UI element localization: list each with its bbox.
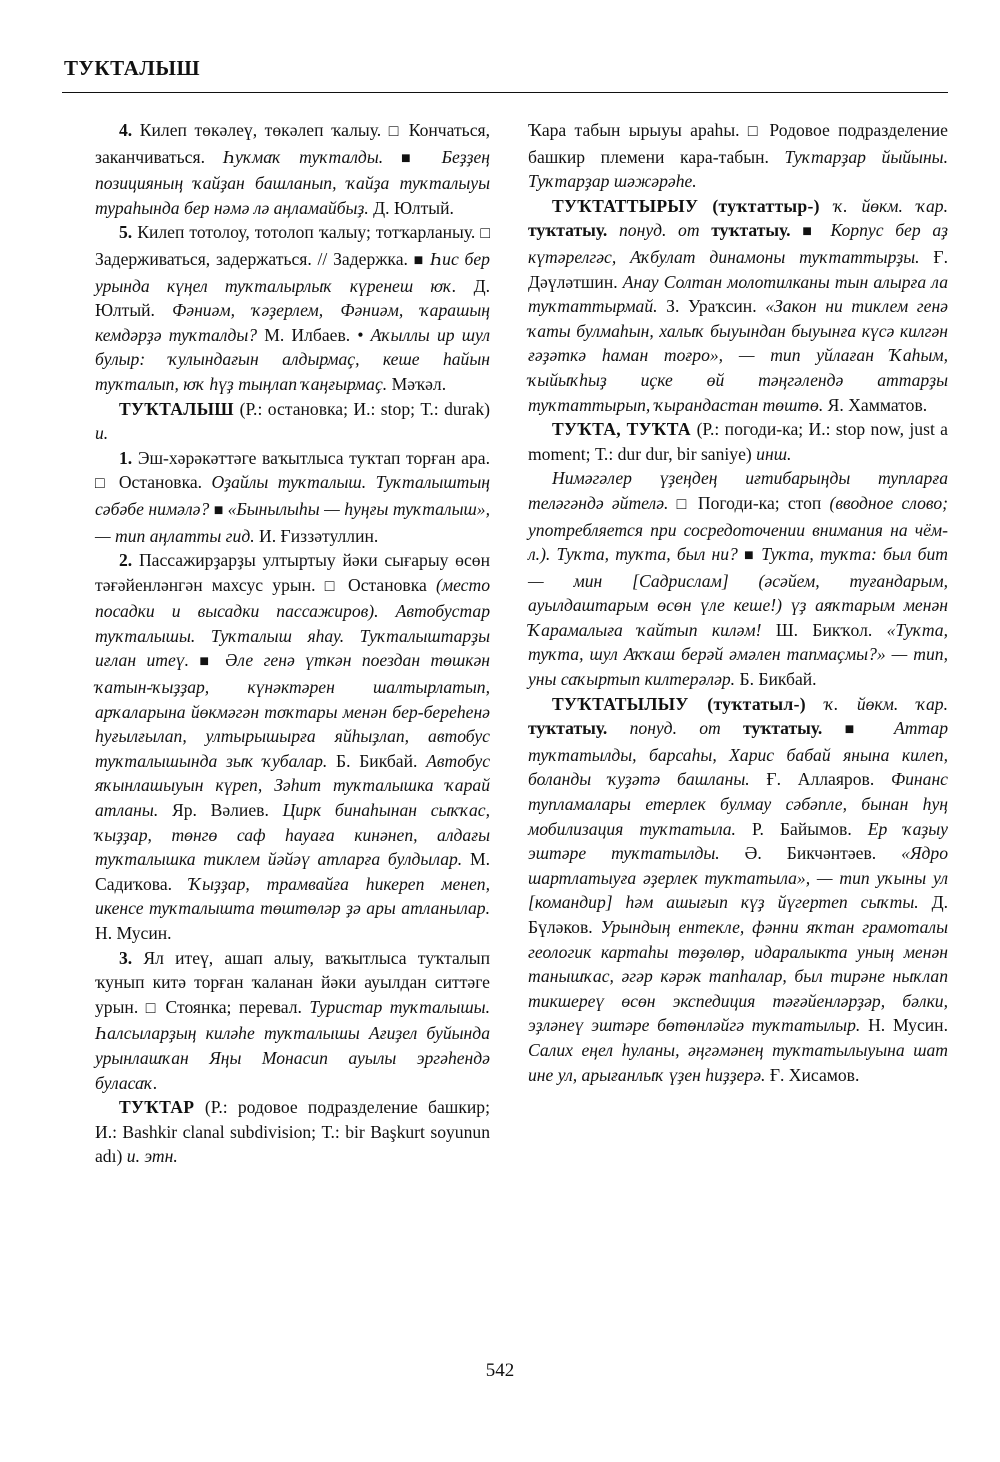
italic-text: ҡ. йөкм. ҡар.	[824, 693, 948, 714]
italic-text: (вводное слово; употребляется при сосредоточении внимания на чём-л.). Туҡта, туҡта, был ни?	[528, 492, 948, 565]
paragraph	[528, 194, 948, 417]
italic-text: «Ядро шартлатыуға әҙерлек туҡтатыла», — тип уҡыны ул [командир] һәм ашығып күҙ йүгертеп сыҡты.	[528, 843, 948, 913]
text-run: Ғ. Дәүләтшин.	[528, 246, 948, 292]
italic-text: Туҡта, туҡта: был бит — мин [Садрислам] (әсәйем, туғандарым, ауылдаштарым өсөн үле кеше!) үҙ аяҡтарым менән Ҡарамалыға ҡайтып киләм!	[528, 544, 948, 640]
example-marker-icon: ■	[213, 501, 228, 519]
text-run: Б. Бикбай.	[739, 669, 817, 690]
headword: ТУҠТАТТЫРЫУ (туҡтаттыр-)	[552, 195, 834, 216]
paragraph	[528, 692, 948, 1088]
paragraph	[528, 417, 948, 466]
italic-text: Беҙҙең позицияның ҡайҙан башланып, ҡайҙа туҡталыуы тураһында бер нәмә лә аңламайбыҙ.	[95, 146, 491, 218]
text-run: Д. Бүләков.	[528, 892, 948, 937]
text-run: М. Илбаев.	[264, 324, 358, 345]
page-number: 542	[485, 1360, 515, 1381]
italic-text: Аттар туҡтатылды, барсаһы, Харис бабай янына килеп, боланды ҡуҙәтә башланы.	[528, 718, 948, 790]
header-rule	[62, 92, 948, 93]
headword: ТУҠТА, ТУҠТА	[552, 419, 697, 440]
text-run: Погоди-ка; стоп	[697, 492, 830, 513]
italic-text: Салих еңел һуланы, әңгәмәнең туҡтатылыуына шат ине ул, арығанлыҡ үҙен һиҙҙерә.	[528, 1039, 948, 1085]
italic-text: Финанс тупламалары етерлек булмау сәбәпле, бынан һуң мобилизация туҡтатылa.	[528, 769, 948, 839]
translation-marker-icon: □	[324, 577, 348, 595]
italic-text: Оҙайлы туҡталыш. Туҡталыштың сәбәбе нимәлә?	[95, 472, 490, 519]
italic-text: Урындың ентекле, фәнни яҡтан грамоталы геологик картаһы төҙөлөр, идаралыкта уның менән танышҡас, әгәр кәрәк тапһалар, был тирәне ныҡлап тикшереү өсөн экспедиция тәғәйенләрҙәр, бәлки, эҙләнеү эштәре бөтөнләйгә туҡтатылыр.	[528, 917, 948, 1036]
text-run: Ғ. Хисамов.	[769, 1064, 860, 1085]
italic-text: понуд. от	[629, 718, 744, 739]
left-column	[95, 118, 490, 1169]
paragraph	[528, 466, 948, 691]
paragraph	[95, 118, 490, 220]
text-run: Яр. Вәлиев.	[171, 800, 283, 821]
bold-text: 2.	[119, 550, 139, 571]
bold-text: 3.	[119, 947, 144, 968]
paragraph	[95, 446, 490, 548]
proverb-marker-icon: •	[357, 324, 371, 345]
italic-text: «Бынылыһы — һуңғы туҡталыш», — тип аңлатты гид.	[95, 498, 490, 546]
headword: ТУҠТАЛЫШ	[119, 398, 240, 419]
example-marker-icon: ■	[413, 251, 431, 269]
text-run: Кончаться, заканчиваться.	[95, 120, 491, 167]
text-run: Эш-хәрәкәттәге ваҡытлыса туҡтап торған ара.	[137, 447, 490, 468]
italic-text: ҡ. йөкм. ҡар.	[833, 195, 948, 216]
italic-text: и.	[95, 423, 109, 444]
example-marker-icon: ■	[199, 653, 226, 671]
italic-text: понуд. от	[619, 220, 712, 241]
italic-text: и. этн.	[126, 1146, 178, 1167]
headword: ТУҠТАР	[119, 1097, 205, 1118]
paragraph	[95, 548, 490, 946]
italic-text: Ҡыҙҙар, трамвайға һикереп менеп, икенсе туҡталышта төштөләр ҙә ары атланылар.	[95, 873, 490, 919]
example-marker-icon: ■	[401, 149, 442, 167]
italic-text: Цирк бинаһынан сыҡҡас, ҡыҙҙар, төнгө саф һауаға кинәнеп, алдағы туҡталышка тиклем йәйәү атларға булдылар.	[95, 800, 490, 870]
text-run: З. Ураҡсин.	[666, 296, 766, 317]
paragraph	[528, 118, 948, 194]
translation-marker-icon: □	[95, 475, 119, 493]
text-run: Д. Юлтый.	[95, 275, 490, 321]
text-run: Ҡара табын ырыуы араһы.	[528, 120, 748, 140]
text-run: Остановка.	[118, 472, 212, 493]
italic-text: «Туҡта, туҡта, шул Аҡҡаш берәй әмәлен тапмаҫмы?» — тип, уны саҡыртып килтерәләр.	[528, 619, 948, 690]
text-run: Я. Хамматов.	[827, 394, 928, 415]
right-column	[528, 118, 948, 1087]
text-run: М. Садиҡова.	[95, 849, 490, 894]
italic-text: Һуҡмаҡ туҡталды.	[222, 146, 401, 167]
text-run: Ял итеү, ашап алыу, ваҡытлыса туҡталып ҡунып китә торған ҡаланан йәки ауылдан ситтәге урын.	[95, 947, 490, 1017]
paragraph	[95, 397, 490, 446]
italic-text: Ер ҡаҙыу эштәре туҡтатылды.	[528, 818, 948, 864]
text-run: Задерживаться, задержаться. // Задержка.	[95, 248, 414, 269]
italic-text: (место посадки и высадки пассажиров). Автобустар туҡталышы. Туҡталыш яһау. Туҡталыштарҙы иғлан итеү.	[95, 574, 490, 671]
text-run: Н. Мусин.	[868, 1015, 948, 1036]
italic-text: Әле генә үткән поездан төшкән ҡатын-ҡыҙҙар, күнәктәрен шалтырлатып, арҡаларына йөкмәгән тоҡтары менән бер-береһенә һуғылғылап, ултырышырға яйһыҙлап, автобус туҡталышында зыҡ ҡубалар.	[95, 650, 490, 771]
headword: ТУҠТАТЫЛЫУ (туҡтатыл-)	[552, 693, 825, 714]
translation-marker-icon: □	[480, 225, 490, 243]
italic-text: «Закон ни тиклем генә ҡаты булмаһын, халыҡ быуындан быуынға күсә килгән ғәҙәткә һаман тоғро», — тип уйлаған Ҡаһым, ҡыйыҡһыҙ иҫке өй тәңгәлендә аттарҙы туҡтаттырып, ҡырандастан төштө.	[528, 296, 948, 415]
italic-text: Корпус бер аҙ күтәрелгәс, Аҡбулат динамоны туҡтаттырҙы.	[528, 220, 948, 267]
italic-text: инш.	[756, 443, 792, 464]
paragraph	[95, 220, 490, 396]
bold-text: туҡтатыу.	[528, 718, 630, 739]
paragraph	[95, 1095, 490, 1169]
text-run: Д. Юлтый.	[373, 197, 454, 218]
text-run: И. Ғиззәтуллин.	[259, 525, 379, 546]
italic-text: Һис бер урында күңел туҡталырлыҡ күренеш юҡ.	[95, 248, 490, 296]
example-marker-icon: ■	[743, 547, 762, 565]
translation-marker-icon: □	[676, 495, 698, 513]
bold-text: 1.	[119, 447, 138, 468]
bold-text: туҡтатыу.	[528, 220, 619, 241]
text-run: Килеп тотолоу, тотолоп ҡалыу; тотҡарланыу.	[137, 222, 481, 243]
italic-text: Туристар туҡталышы. Һалсыларҙың киләһе туҡталышы Ағиҙел буйында урынлашҡан Яңы Монасип ауылы эргәһендә буласаҡ.	[95, 996, 490, 1093]
italic-text: Анау Солтан молотилканы тын алырға ла туҡтаттырмай.	[528, 271, 948, 317]
italic-text: Туҡтарҙар йыйыны. Туҡтарҙар шәжәрәһе.	[528, 146, 948, 192]
translation-marker-icon: □	[388, 123, 409, 140]
text-run: Пассажирҙарҙы ултыртыу йәки сығарыу өсөн тәғәйенләнгән махсус урын.	[95, 550, 490, 595]
italic-text: Аҡыллы ир шул булыр: ҡулындағын алдырмаҫ, кеше һайын туҡталып, юҡ һүҙ тыңлап ҡаңғырмаҫ.	[95, 324, 490, 394]
text-run: Стоянка; перевал.	[165, 996, 310, 1017]
text-run: (Р.: остановка; И.: stop; Т.: durak)	[239, 398, 491, 419]
text-run: Б. Бикбай.	[336, 750, 427, 771]
running-head: ТУКТАЛЫШ	[64, 56, 201, 80]
example-marker-icon: ■	[844, 721, 895, 739]
italic-text: Автобус яҡынлашыуын күреп, Зәһит туҡталышка ҡарай атланы.	[95, 750, 490, 821]
bold-text: 5.	[119, 222, 138, 243]
text-run: (Р.: родовое подразделение башкир; И.: Bashkir clanal subdivision; Т.: bir Başkurt soyunun adı)	[95, 1097, 490, 1167]
italic-text: Фәниәм, ҡәҙерлем, Фәниәм, ҡарашың кемдәрҙә туҡталды?	[95, 300, 490, 345]
translation-marker-icon: □	[747, 123, 770, 140]
text-run: Килеп төкәлеү, төкәлеп ҡалыу.	[139, 120, 389, 140]
bold-text: туҡтатыу.	[711, 220, 803, 241]
text-run: Ә. Бикчәнтәев.	[744, 843, 902, 864]
italic-text: Нимәгәлер үҙеңдең иғтибарыңды тупларға теләгәндә әйтелә.	[528, 468, 948, 513]
text-run: Родовое подразделение башкир племени кара-табын.	[528, 120, 948, 167]
bold-text: туҡтатыу.	[743, 718, 845, 739]
text-run: Остановка	[347, 574, 437, 595]
translation-marker-icon: □	[145, 999, 166, 1017]
text-run: Ш. Бикҡол.	[775, 619, 887, 640]
bold-text: 4.	[119, 120, 140, 140]
text-run: Н. Мусин.	[95, 923, 172, 943]
text-run: Ғ. Аллаяров.	[766, 769, 891, 790]
text-run: (Р.: погоди-ка; И.: stop now, just a moment; Т.: dur dur, bir saniye)	[528, 419, 948, 464]
text-run: Мәҡәл.	[391, 373, 447, 394]
text-run: Р. Байымов.	[751, 818, 868, 839]
paragraph	[95, 946, 490, 1096]
example-marker-icon: ■	[802, 223, 831, 241]
